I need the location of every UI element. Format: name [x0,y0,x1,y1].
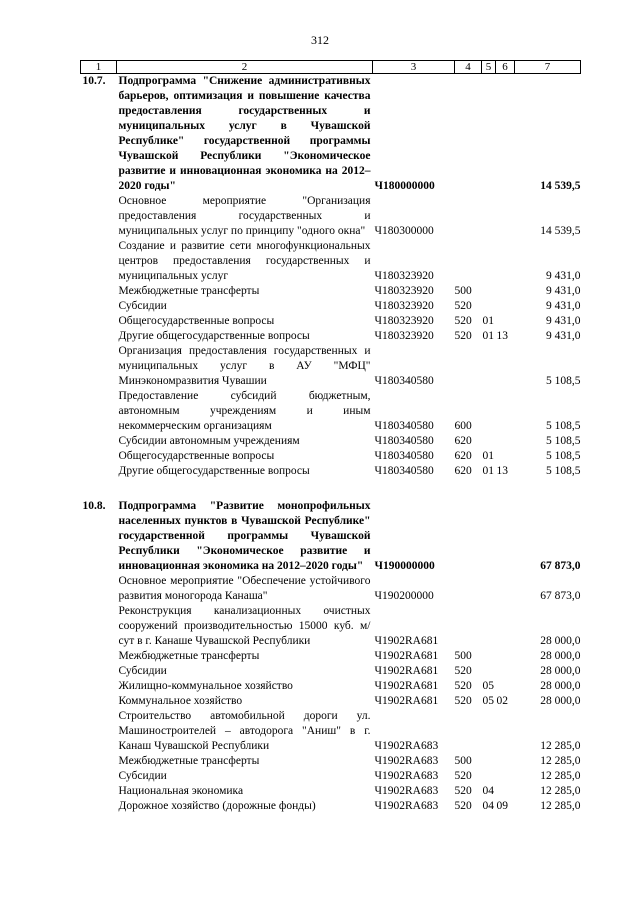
table-row [81,329,581,344]
table-row [81,194,581,239]
row-number-cell [81,799,117,814]
subsection-cell [496,499,515,574]
expense-type-cell [455,499,482,574]
expense-type-cell: 520 [454,665,472,677]
section-cell [482,344,496,389]
subsection-cell [496,299,515,314]
subsection-cell [496,314,515,329]
expense-type-cell: 500 [454,285,472,297]
row-name-cell: Основное мероприятие "Обеспечение устойчивого развития моногорода Канаша" [118,575,371,602]
expense-type-cell [455,239,482,284]
target-code-cell: Ч1902RA681 [374,695,439,707]
row-name-cell: Субсидии [118,300,167,312]
section-cell [482,664,496,679]
section-cell: 01 [482,450,494,462]
row-number-cell: 10.8. [82,500,106,512]
expense-type-cell [455,74,482,195]
amount-cell: 28 000,0 [540,635,581,647]
target-code-cell: Ч180300000 [374,225,434,237]
row-name-cell: Другие общегосударственные вопросы [118,465,310,477]
amount-cell: 12 285,0 [540,770,581,782]
amount-cell: 5 108,5 [546,375,581,387]
amount-cell: 5 108,5 [546,450,581,462]
target-code-cell: Ч180340580 [374,435,434,447]
row-number-cell [81,784,117,799]
expense-type-cell [455,344,482,389]
row-number-cell [81,299,117,314]
header-col-4: 4 [455,61,482,74]
section-cell [482,754,496,769]
amount-cell: 12 285,0 [540,800,581,812]
header-col-3: 3 [373,61,455,74]
expense-type-cell: 520 [454,300,472,312]
subsection-cell [496,239,515,284]
section-cell [482,769,496,784]
subsection-cell [496,74,515,195]
amount-cell: 12 285,0 [540,755,581,767]
section-cell [482,299,496,314]
section-cell: 04 [482,785,494,797]
target-code-cell: Ч180000000 [374,180,435,192]
budget-table [80,60,581,814]
amount-cell: 14 539,5 [540,225,581,237]
row-number-cell [81,679,117,694]
row-name-cell: Предоставление субсидий бюджетным, автономным учреждениям и иным некоммерческим организациям [118,390,371,432]
row-number-cell [81,434,117,449]
row-name-cell: Создание и развитие сети многофункциональных центров предоставления государственных и муниципальных услуг [118,240,371,282]
row-number-cell [81,664,117,679]
page-number: 312 [311,33,329,47]
table-row [81,769,581,784]
amount-cell: 67 873,0 [540,590,581,602]
target-code-cell: Ч190200000 [374,590,434,602]
subsection-cell [496,389,515,434]
expense-type-cell: 600 [454,420,472,432]
table-row [81,784,581,799]
spacer-row [81,479,581,499]
subsection-cell [496,769,515,784]
expense-type-cell: 520 [454,770,472,782]
amount-cell: 12 285,0 [540,785,581,797]
table-row [81,679,581,694]
table-row [81,299,581,314]
row-number-cell [81,574,117,604]
row-number-cell: 10.7. [82,75,106,87]
table-row [81,449,581,464]
amount-cell: 9 431,0 [546,315,581,327]
target-code-cell: Ч180340580 [374,450,434,462]
table-row [81,464,581,479]
target-code-cell: Ч180340580 [374,420,434,432]
table-row [81,314,581,329]
row-number-cell [81,284,117,299]
section-cell [482,574,496,604]
expense-type-cell: 620 [454,450,472,462]
subsection-cell [496,194,515,239]
expense-type-cell: 520 [454,680,472,692]
table-row [81,74,581,195]
expense-type-cell: 520 [454,315,472,327]
subsection-cell [496,679,515,694]
target-code-cell: Ч1902RA683 [374,785,439,797]
target-code-cell: Ч180323920 [374,285,434,297]
amount-cell: 14 539,5 [540,180,581,192]
target-code-cell: Ч1902RA683 [374,770,439,782]
header-col-1: 1 [81,61,117,74]
row-name-cell: Основное мероприятие "Организация предоставления государственных и муниципальных услуг по принципу "одного окна" [118,195,371,237]
row-number-cell [81,314,117,329]
expense-type-cell: 500 [454,650,472,662]
row-number-cell [81,464,117,479]
row-number-cell [81,769,117,784]
subsection-cell [496,649,515,664]
table-row [81,649,581,664]
amount-cell: 9 431,0 [546,270,581,282]
amount-cell: 28 000,0 [540,695,581,707]
target-code-cell: Ч1902RA683 [374,740,439,752]
section-cell [482,284,496,299]
row-name-cell: Строительство автомобильной дороги ул. Машиностроителей – автодорога "Аниш" в г. Канаш Чувашской Республики [118,710,371,752]
subsection-cell: 13 [496,465,508,477]
row-name-cell: Подпрограмма "Развитие монопрофильных населенных пунктов в Чувашской Республике" государственной программы Чувашской Республики "Экономическое развитие и инновационная экономика на 2012–2020 годы" [118,500,371,572]
expense-type-cell: 520 [454,800,472,812]
section-cell [482,499,496,574]
section-cell: 01 [482,465,494,477]
subsection-cell [496,434,515,449]
expense-type-cell: 520 [454,330,472,342]
row-name-cell: Субсидии [118,665,167,677]
target-code-cell: Ч1902RA683 [374,755,439,767]
row-name-cell: Коммунальное хозяйство [118,695,243,707]
subsection-cell: 13 [496,330,508,342]
target-code-cell: Ч1902RA681 [374,680,439,692]
section-cell: 01 [482,315,494,327]
header-col-7: 7 [515,61,581,74]
row-number-cell [81,649,117,664]
row-name-cell: Реконструкция канализационных очистных сооружений производительностью 15000 куб. м/сут в г. Канаше Чувашской Республики [118,605,371,647]
row-number-cell [81,194,117,239]
row-name-cell: Жилищно-коммунальное хозяйство [118,680,293,692]
section-cell: 04 [482,800,494,812]
row-number-cell [81,239,117,284]
section-cell [482,74,496,195]
subsection-cell [496,574,515,604]
target-code-cell: Ч1902RA681 [374,635,439,647]
subsection-cell [496,784,515,799]
amount-cell: 28 000,0 [540,650,581,662]
target-code-cell: Ч180323920 [374,300,434,312]
expense-type-cell: 520 [454,785,472,797]
section-cell [482,389,496,434]
header-col-6: 6 [496,61,515,74]
subsection-cell: 09 [496,800,508,812]
row-name-cell: Организация предоставления государственных и муниципальных услуг в АУ "МФЦ" Минэкономразвития Чувашии [118,345,371,387]
row-name-cell: Другие общегосударственные вопросы [118,330,310,342]
row-name-cell: Дорожное хозяйство (дорожные фонды) [118,800,316,812]
subsection-cell [496,604,515,649]
target-code-cell: Ч180323920 [374,270,434,282]
row-number-cell [81,329,117,344]
expense-type-cell [455,194,482,239]
row-name-cell: Национальная экономика [118,785,244,797]
amount-cell: 9 431,0 [546,285,581,297]
amount-cell: 5 108,5 [546,435,581,447]
amount-cell: 9 431,0 [546,330,581,342]
expense-type-cell: 520 [454,695,472,707]
row-number-cell [81,709,117,754]
amount-cell: 5 108,5 [546,420,581,432]
amount-cell: 9 431,0 [546,300,581,312]
row-number-cell [81,604,117,649]
expense-type-cell [455,709,482,754]
target-code-cell: Ч180340580 [374,465,434,477]
row-number-cell [81,389,117,434]
row-name-cell: Субсидии [118,770,167,782]
amount-cell: 5 108,5 [546,465,581,477]
table-row [81,434,581,449]
table-row [81,239,581,284]
expense-type-cell: 620 [454,465,472,477]
header-col-5: 5 [482,61,496,74]
table-body [81,74,581,815]
row-number-cell [81,754,117,769]
row-name-cell: Межбюджетные трансферты [118,755,260,767]
target-code-cell: Ч1902RA683 [374,800,439,812]
table-row [81,709,581,754]
section-cell [482,239,496,284]
row-name-cell: Субсидии автономным учреждениям [118,435,300,447]
target-code-cell: Ч1902RA681 [374,650,439,662]
amount-cell: 28 000,0 [540,665,581,677]
row-number-cell [81,694,117,709]
table-row [81,344,581,389]
row-name-cell: Межбюджетные трансферты [118,650,260,662]
spacer-cell [81,479,581,499]
table-row [81,604,581,649]
subsection-cell: 02 [496,695,508,707]
section-cell [482,649,496,664]
table-row [81,284,581,299]
table-row [81,694,581,709]
expense-type-cell [455,574,482,604]
subsection-cell [496,709,515,754]
subsection-cell [496,754,515,769]
target-code-cell: Ч180323920 [374,330,434,342]
section-cell [482,709,496,754]
table-row [81,574,581,604]
section-cell [482,194,496,239]
row-number-cell [81,449,117,464]
section-cell: 05 [482,680,494,692]
expense-type-cell: 620 [454,435,472,447]
table-header [81,61,581,74]
table-row [81,799,581,814]
target-code-cell: Ч180340580 [374,375,434,387]
table-row [81,664,581,679]
subsection-cell [496,284,515,299]
target-code-cell: Ч190000000 [374,560,435,572]
section-cell [482,434,496,449]
subsection-cell [496,344,515,389]
section-cell: 01 [482,330,494,342]
row-name-cell: Общегосударственные вопросы [118,315,275,327]
table-row [81,499,581,574]
amount-cell: 28 000,0 [540,680,581,692]
row-name-cell: Подпрограмма "Снижение административных барьеров, оптимизация и повышение качества предоставления государственных и муниципальных услуг в Чувашской Республике" государственной программы Чувашской Республики "Экономическое развитие и инновационная экономика на 2012–2020 годы" [118,75,371,192]
table-row [81,754,581,769]
header-col-2: 2 [117,61,373,74]
amount-cell: 67 873,0 [540,560,581,572]
section-cell: 05 [482,695,494,707]
subsection-cell [496,664,515,679]
section-cell [482,604,496,649]
row-name-cell: Межбюджетные трансферты [118,285,260,297]
expense-type-cell: 500 [454,755,472,767]
target-code-cell: Ч1902RA681 [374,665,439,677]
target-code-cell: Ч180323920 [374,315,434,327]
subsection-cell [496,449,515,464]
amount-cell: 12 285,0 [540,740,581,752]
row-number-cell [81,344,117,389]
row-name-cell: Общегосударственные вопросы [118,450,275,462]
table-row [81,389,581,434]
expense-type-cell [455,604,482,649]
